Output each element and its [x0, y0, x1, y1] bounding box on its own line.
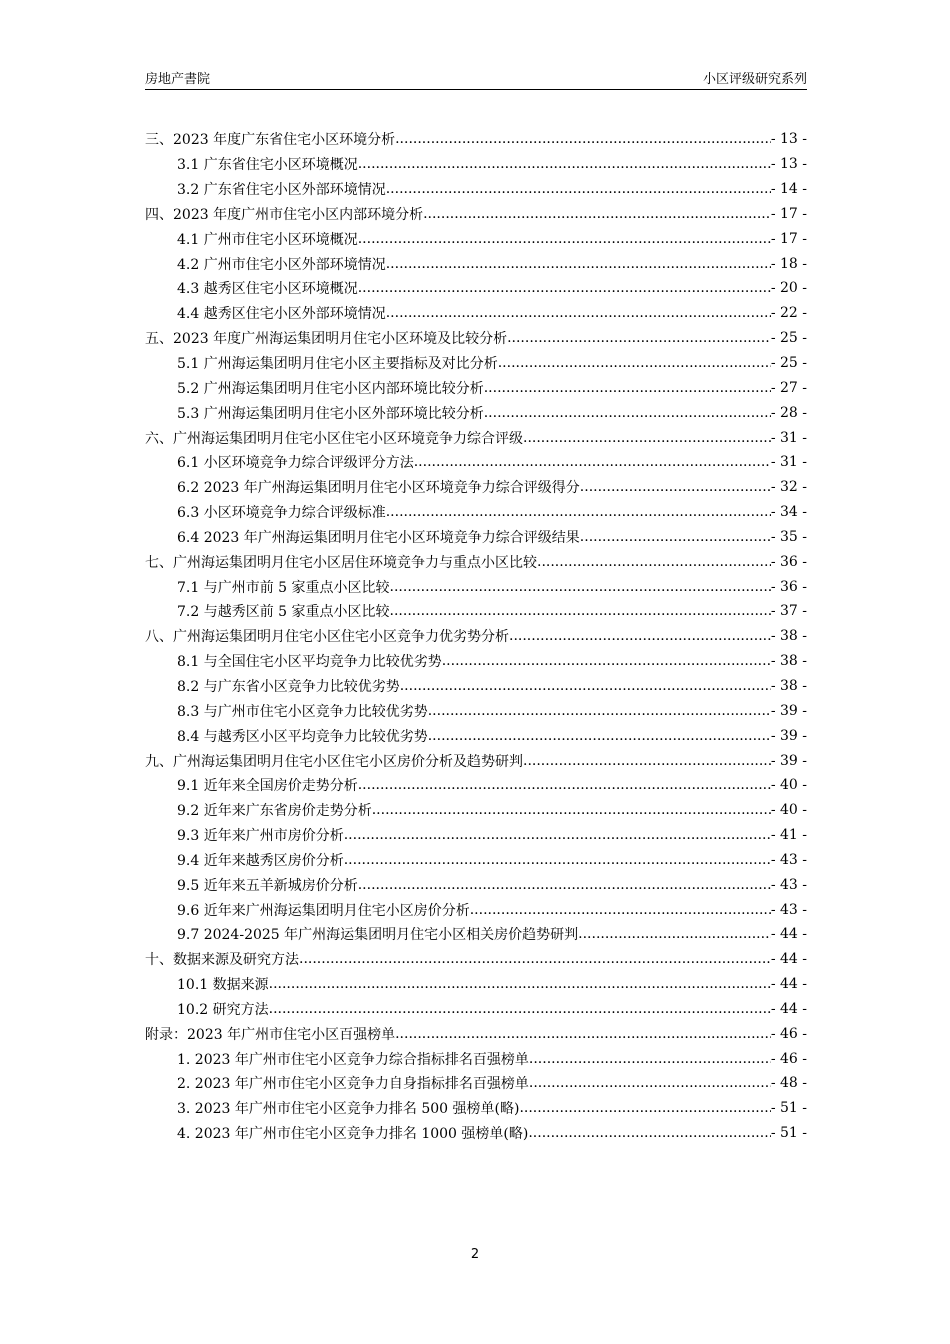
toc-section-entry[interactable]: [145, 599, 807, 624]
toc-entry-page: - 43 -: [770, 851, 807, 868]
toc-dot-leader: [423, 206, 771, 222]
toc-entry-title: 七、广州海运集团明月住宅小区居住环境竞争力与重点小区比较: [145, 554, 537, 571]
toc-section-entry[interactable]: [145, 500, 807, 525]
toc-entry-page: - 28 -: [770, 404, 807, 421]
toc-dot-leader: [390, 603, 771, 619]
toc-dot-leader: [529, 1051, 771, 1067]
toc-entry-page: - 48 -: [770, 1075, 807, 1092]
toc-entry-title: 8.1 与全国住宅小区平均竞争力比较优劣势: [177, 654, 442, 671]
toc-dot-leader: [372, 802, 771, 818]
toc-entry-title: 10.1 数据来源: [177, 977, 269, 994]
toc-dot-leader: [507, 330, 771, 346]
toc-section-entry[interactable]: [145, 872, 807, 897]
toc-entry-title: 六、广州海运集团明月住宅小区住宅小区环境竞争力综合评级: [145, 430, 523, 447]
toc-entry-title: 9.4 近年来越秀区房价分析: [177, 852, 344, 869]
toc-entry-title: 6.4 2023 年广州海运集团明月住宅小区环境竞争力综合评级结果: [177, 529, 580, 546]
toc-section-entry[interactable]: [145, 177, 807, 202]
toc-section-entry[interactable]: [145, 525, 807, 550]
toc-entry-page: - 44 -: [770, 926, 807, 943]
toc-section-entry[interactable]: [145, 922, 807, 947]
toc-entry-title: 八、广州海运集团明月住宅小区住宅小区竞争力优劣势分析: [145, 629, 509, 646]
toc-chapter-entry[interactable]: [145, 549, 807, 574]
toc-section-entry[interactable]: [145, 1121, 807, 1146]
toc-entry-page: - 22 -: [770, 305, 807, 322]
toc-dot-leader: [358, 777, 771, 793]
toc-section-entry[interactable]: [145, 251, 807, 276]
toc-entry-page: - 51 -: [770, 1125, 807, 1142]
toc-entry-title: 8.4 与越秀区小区平均竞争力比较优劣势: [177, 728, 428, 745]
toc-dot-leader: [358, 156, 771, 172]
toc-entry-title: 3.1 广东省住宅小区环境概况: [177, 157, 358, 174]
toc-dot-leader: [386, 181, 771, 197]
toc-dot-leader: [523, 430, 771, 446]
toc-entry-title: 2. 2023 年广州市住宅小区竞争力自身指标排名百强榜单: [177, 1076, 529, 1093]
toc-entry-page: - 31 -: [770, 454, 807, 471]
toc-entry-title: 4.2 广州市住宅小区外部环境情况: [177, 256, 386, 273]
toc-entry-title: 九、广州海运集团明月住宅小区住宅小区房价分析及趋势研判: [145, 753, 523, 770]
toc-entry-page: - 46 -: [770, 1050, 807, 1067]
toc-entry-title: 9.6 近年来广州海运集团明月住宅小区房价分析: [177, 902, 470, 919]
toc-chapter-entry[interactable]: [145, 748, 807, 773]
toc-section-entry[interactable]: [145, 574, 807, 599]
toc-entry-title: 9.5 近年来五羊新城房价分析: [177, 877, 358, 894]
toc-entry-title: 8.3 与广州市住宅小区竞争力比较优劣势: [177, 703, 428, 720]
toc-chapter-entry[interactable]: [145, 326, 807, 351]
toc-entry-page: - 25 -: [770, 355, 807, 372]
toc-dot-leader: [344, 827, 771, 843]
toc-dot-leader: [358, 231, 771, 247]
toc-entry-page: - 46 -: [770, 1025, 807, 1042]
toc-section-entry[interactable]: [145, 301, 807, 326]
toc-dot-leader: [358, 280, 771, 296]
toc-dot-leader: [523, 753, 771, 769]
toc-entry-title: 8.2 与广东省小区竞争力比较优劣势: [177, 678, 400, 695]
toc-dot-leader: [395, 131, 771, 147]
toc-section-entry[interactable]: [145, 674, 807, 699]
toc-dot-leader: [498, 355, 771, 371]
toc-dot-leader: [509, 628, 771, 644]
toc-entry-page: - 44 -: [770, 1000, 807, 1017]
toc-chapter-entry[interactable]: [145, 127, 807, 152]
toc-section-entry[interactable]: [145, 823, 807, 848]
toc-entry-page: - 37 -: [770, 603, 807, 620]
toc-section-entry[interactable]: [145, 1046, 807, 1071]
toc-entry-page: - 38 -: [770, 628, 807, 645]
toc-dot-leader: [414, 454, 771, 470]
toc-dot-leader: [428, 728, 771, 744]
toc-entry-page: - 18 -: [770, 255, 807, 272]
toc-section-entry[interactable]: [145, 276, 807, 301]
toc-entry-page: - 39 -: [770, 752, 807, 769]
toc-entry-page: - 36 -: [770, 578, 807, 595]
toc-entry-title: 5.2 广州海运集团明月住宅小区内部环境比较分析: [177, 380, 484, 397]
toc-entry-title: 9.3 近年来广州市房价分析: [177, 828, 344, 845]
toc-dot-leader: [386, 504, 771, 520]
toc-dot-leader: [299, 951, 771, 967]
toc-section-entry[interactable]: [145, 698, 807, 723]
page-number: 2: [470, 1247, 480, 1262]
toc-chapter-entry[interactable]: [145, 1021, 807, 1046]
toc-section-entry[interactable]: [145, 226, 807, 251]
toc-entry-title: 5.3 广州海运集团明月住宅小区外部环境比较分析: [177, 405, 484, 422]
toc-dot-leader: [484, 405, 771, 421]
toc-dot-leader: [386, 256, 771, 272]
toc-entry-title: 9.1 近年来全国房价走势分析: [177, 778, 358, 795]
toc-dot-leader: [395, 1026, 771, 1042]
toc-chapter-entry[interactable]: [145, 947, 807, 972]
toc-dot-leader: [580, 479, 771, 495]
toc-section-entry[interactable]: [145, 798, 807, 823]
toc-section-entry[interactable]: [145, 972, 807, 997]
toc-entry-title: 4. 2023 年广州市住宅小区竞争力排名 1000 强榜单(略): [177, 1126, 529, 1143]
toc-dot-leader: [428, 703, 771, 719]
toc-entry-page: - 41 -: [770, 827, 807, 844]
toc-entry-title: 附录：2023 年广州市住宅小区百强榜单: [145, 1026, 396, 1043]
toc-entry-page: - 36 -: [770, 553, 807, 570]
toc-entry-page: - 35 -: [770, 528, 807, 545]
toc-entry-title: 10.2 研究方法: [177, 1001, 269, 1018]
toc-entry-page: - 25 -: [770, 330, 807, 347]
toc-entry-title: 3.2 广东省住宅小区外部环境情况: [177, 182, 386, 199]
toc-dot-leader: [484, 380, 771, 396]
toc-entry-title: 6.1 小区环境竞争力综合评级评分方法: [177, 455, 414, 472]
toc-dot-leader: [269, 1001, 771, 1017]
toc-section-entry[interactable]: [145, 152, 807, 177]
toc-entry-title: 4.4 越秀区住宅小区外部环境情况: [177, 306, 386, 323]
toc-dot-leader: [344, 852, 771, 868]
toc-section-entry[interactable]: [145, 773, 807, 798]
toc-section-entry[interactable]: [145, 649, 807, 674]
toc-entry-title: 3. 2023 年广州市住宅小区竞争力排名 500 强榜单(略): [177, 1101, 520, 1118]
header-publisher: 房地产書院: [145, 72, 211, 87]
toc-entry-title: 4.1 广州市住宅小区环境概况: [177, 231, 358, 248]
toc-entry-title: 7.1 与广州市前 5 家重点小区比较: [177, 579, 390, 596]
toc-section-entry[interactable]: [145, 723, 807, 748]
toc-chapter-entry[interactable]: [145, 202, 807, 227]
toc-dot-leader: [580, 529, 771, 545]
toc-section-entry[interactable]: [145, 847, 807, 872]
toc-entry-page: - 14 -: [770, 181, 807, 198]
toc-entry-title: 6.2 2023 年广州海运集团明月住宅小区环境竞争力综合评级得分: [177, 480, 580, 497]
toc-entry-page: - 43 -: [770, 901, 807, 918]
toc-entry-page: - 38 -: [770, 653, 807, 670]
toc-dot-leader: [529, 1075, 771, 1091]
toc-entry-title: 5.1 广州海运集团明月住宅小区主要指标及对比分析: [177, 356, 498, 373]
page-header: [145, 67, 807, 90]
toc-entry-title: 7.2 与越秀区前 5 家重点小区比较: [177, 604, 390, 621]
toc-dot-leader: [390, 579, 771, 595]
table-of-contents: [145, 127, 807, 1146]
toc-dot-leader: [470, 902, 771, 918]
toc-dot-leader: [386, 305, 771, 321]
toc-entry-page: - 39 -: [770, 727, 807, 744]
toc-dot-leader: [519, 1100, 770, 1116]
toc-entry-page: - 32 -: [770, 479, 807, 496]
toc-entry-page: - 13 -: [770, 156, 807, 173]
toc-entry-page: - 34 -: [770, 504, 807, 521]
toc-entry-page: - 20 -: [770, 280, 807, 297]
toc-dot-leader: [528, 1125, 770, 1141]
toc-entry-title: 三、2023 年度广东省住宅小区环境分析: [145, 132, 396, 149]
toc-entry-page: - 39 -: [770, 702, 807, 719]
toc-section-entry[interactable]: [145, 400, 807, 425]
toc-entry-title: 四、2023 年度广州市住宅小区内部环境分析: [145, 206, 424, 223]
toc-entry-title: 五、2023 年度广州海运集团明月住宅小区环境及比较分析: [145, 331, 508, 348]
toc-entry-page: - 44 -: [770, 951, 807, 968]
toc-dot-leader: [400, 678, 771, 694]
toc-chapter-entry[interactable]: [145, 425, 807, 450]
toc-section-entry[interactable]: [145, 1071, 807, 1096]
toc-section-entry[interactable]: [145, 375, 807, 400]
toc-entry-page: - 40 -: [770, 777, 807, 794]
toc-dot-leader: [537, 554, 771, 570]
toc-dot-leader: [358, 877, 771, 893]
toc-entry-page: - 31 -: [770, 429, 807, 446]
toc-entry-title: 6.3 小区环境竞争力综合评级标准: [177, 505, 386, 522]
toc-chapter-entry[interactable]: [145, 624, 807, 649]
toc-section-entry[interactable]: [145, 351, 807, 376]
toc-entry-page: - 51 -: [770, 1100, 807, 1117]
toc-dot-leader: [578, 926, 771, 942]
toc-entry-page: - 13 -: [770, 131, 807, 148]
toc-section-entry[interactable]: [145, 475, 807, 500]
toc-entry-page: - 44 -: [770, 976, 807, 993]
toc-entry-page: - 38 -: [770, 677, 807, 694]
toc-section-entry[interactable]: [145, 450, 807, 475]
toc-entry-title: 1. 2023 年广州市住宅小区竞争力综合指标排名百强榜单: [177, 1051, 529, 1068]
toc-entry-title: 9.7 2024-2025 年广州海运集团明月住宅小区相关房价趋势研判: [177, 927, 579, 944]
header-series-title: 小区评级研究系列: [702, 72, 807, 87]
toc-entry-page: - 17 -: [770, 205, 807, 222]
toc-entry-page: - 17 -: [770, 230, 807, 247]
toc-entry-page: - 40 -: [770, 802, 807, 819]
toc-section-entry[interactable]: [145, 897, 807, 922]
toc-entry-title: 9.2 近年来广东省房价走势分析: [177, 803, 372, 820]
toc-entry-title: 十、数据来源及研究方法: [145, 952, 299, 969]
toc-entry-title: 4.3 越秀区住宅小区环境概况: [177, 281, 358, 298]
toc-entry-page: - 27 -: [770, 379, 807, 396]
toc-dot-leader: [269, 976, 771, 992]
toc-section-entry[interactable]: [145, 1096, 807, 1121]
toc-entry-page: - 43 -: [770, 876, 807, 893]
toc-dot-leader: [442, 653, 771, 669]
toc-section-entry[interactable]: [145, 997, 807, 1022]
